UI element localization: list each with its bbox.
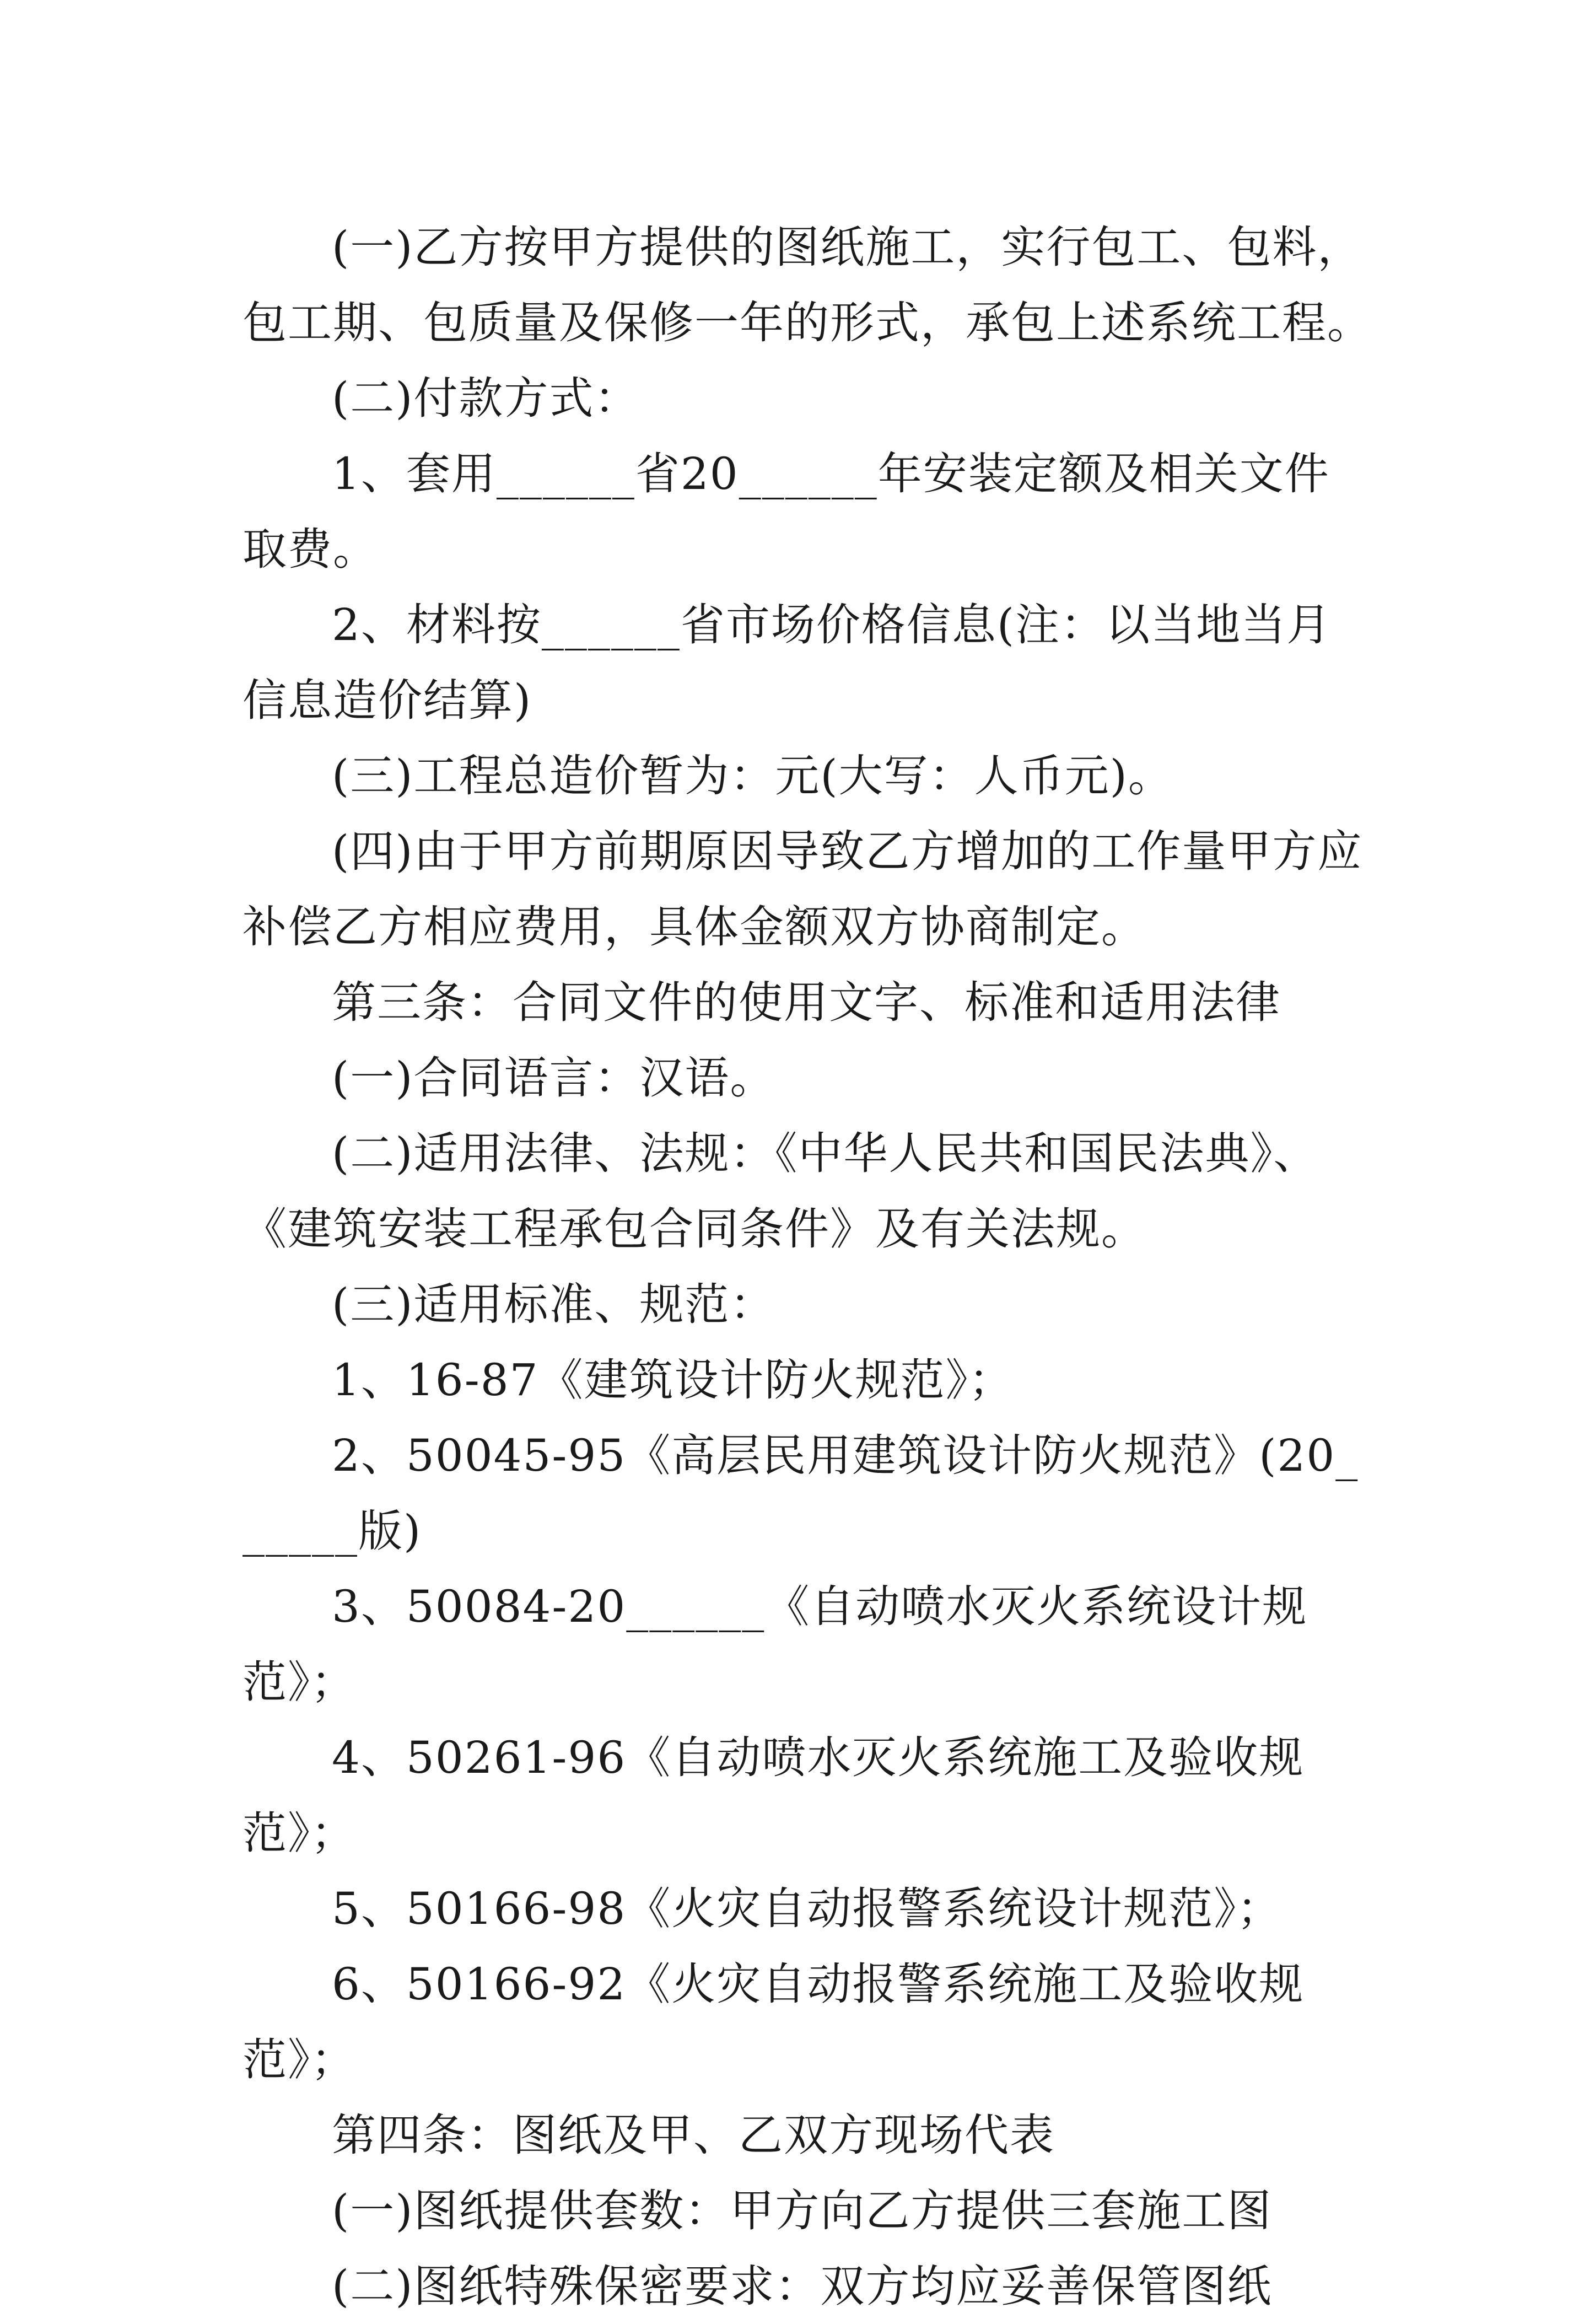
- paragraph-total-cost: (三)工程总造价暂为：元(大写：人币元)。: [332, 750, 1173, 801]
- paragraph-compensation: (四)由于甲方前期原因导致乙方增加的工作量甲方应补偿乙方相应费用，具体金额双方协商制定。: [243, 826, 1363, 953]
- paragraph-payment-item-1: 1、套用______省20______年安装定额及相关文件取费。: [243, 448, 1330, 575]
- paragraph-standard-5: 5、50166-98《火灾自动报警系统设计规范》；: [332, 1883, 1283, 1934]
- paragraph-construction-scope: (一)乙方按甲方提供的图纸施工，实行包工、包料，包工期、包质量及保修一年的形式，承包上述系统工程。: [243, 222, 1372, 348]
- paragraph-standard-3: 3、50084-20______《自动喷水灭火系统设计规范》；: [243, 1581, 1308, 1708]
- paragraph-standards-heading: (三)适用标准、规范：: [332, 1279, 775, 1330]
- paragraph-standard-4: 4、50261-96《自动喷水灭火系统施工及验收规范》；: [243, 1732, 1305, 1859]
- paragraph-standard-2: 2、50045-95《高层民用建筑设计防火规范》(20______版): [243, 1430, 1359, 1557]
- paragraph-drawing-sets: (一)图纸提供套数：甲方向乙方提供三套施工图: [332, 2185, 1273, 2236]
- document-body: [243, 209, 1372, 2324]
- paragraph-contract-language: (一)合同语言：汉语。: [332, 1052, 775, 1104]
- paragraph-article-4-heading: 第四条：图纸及甲、乙双方现场代表: [332, 2110, 1055, 2161]
- paragraph-standard-1: 1、16-87《建筑设计防火规范》；: [332, 1354, 1014, 1406]
- paragraph-payment-method-heading: (二)付款方式：: [332, 373, 640, 424]
- paragraph-drawing-confidentiality: (二)图纸特殊保密要求：双方均应妥善保管图纸: [332, 2261, 1273, 2312]
- paragraph-applicable-law: (二)适用法律、法规：《中华人民共和国民法典》、《建筑安装工程承包合同条件》及有关法规。: [243, 1128, 1319, 1255]
- paragraph-payment-item-2: 2、材料按______省市场价格信息(注：以当地当月信息造价结算): [243, 599, 1332, 726]
- paragraph-article-3-heading: 第三条：合同文件的使用文字、标准和适用法律: [332, 977, 1281, 1028]
- paragraph-standard-6: 6、50166-92《火灾自动报警系统施工及验收规范》；: [243, 1959, 1305, 2085]
